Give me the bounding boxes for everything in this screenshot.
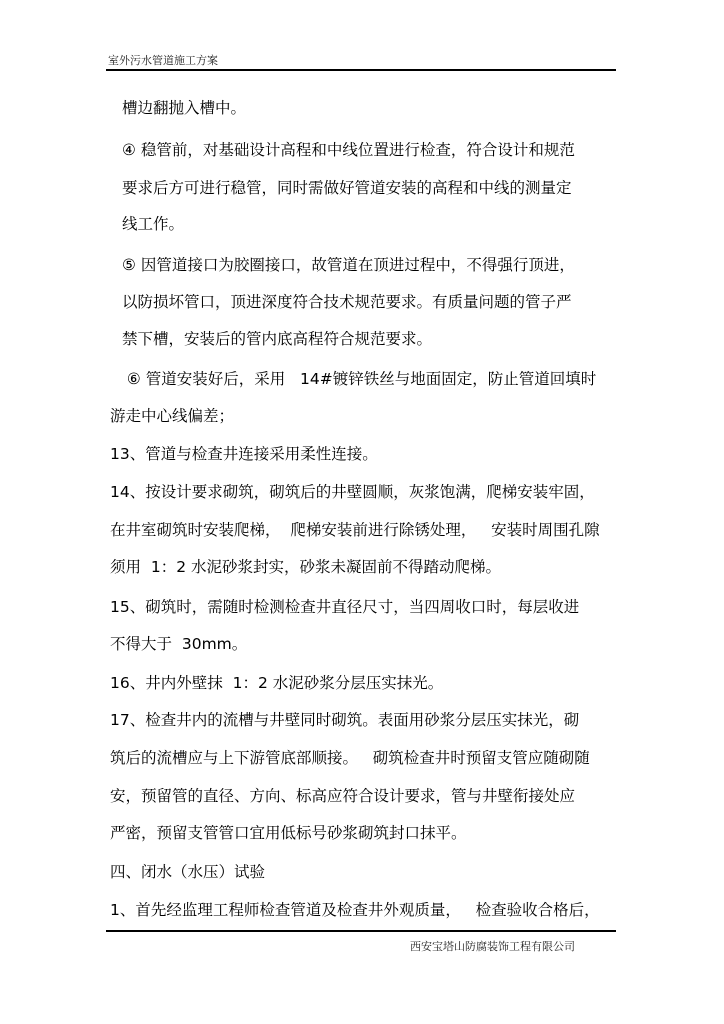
- body-line: 槽边翻抛入槽中。: [122, 99, 247, 117]
- body-line: 线工作。: [122, 215, 185, 233]
- body-line: 游走中心线偏差；: [110, 407, 235, 425]
- body-line: 17、检查井内的流槽与井壁同时砌筑。表面用砂浆分层压实抹光，砌: [110, 711, 580, 729]
- section-heading: 四、闭水（水压）试验: [110, 863, 266, 881]
- body-line: 以防损坏管口，顶进深度符合技术规范要求。有质量问题的管子严: [122, 293, 572, 311]
- body-line: 16、井内外壁抹 1：2 水泥砂浆分层压实抹光。: [110, 674, 444, 692]
- body-line: 不得大于 30mm。: [110, 635, 248, 653]
- body-line: ④ 稳管前，对基础设计高程和中线位置进行检查，符合设计和规范: [122, 141, 575, 159]
- body-line: 严密，预留支管管口宜用低标号砂浆砌筑封口抹平。: [110, 824, 467, 842]
- page-footer: 西安宝塔山防腐装饰工程有限公司: [410, 940, 575, 953]
- footer-rule: [106, 930, 616, 932]
- body-line: 禁下槽，安装后的管内底高程符合规范要求。: [122, 330, 433, 348]
- body-line: 14、按设计要求砌筑，砌筑后的井壁圆顺，灰浆饱满，爬梯安装牢固，: [110, 483, 595, 501]
- body-line: 须用 1：2 水泥砂浆封实，砂浆未凝固前不得踏动爬梯。: [110, 558, 502, 576]
- body-line: ⑥ 管道安装好后，采用 14#镀锌铁丝与地面固定，防止管道回填时: [122, 370, 597, 388]
- body-line: 13、管道与检查井连接采用柔性连接。: [110, 445, 378, 463]
- body-line: 安，预留管的直径、方向、标高应符合设计要求，管与井壁衔接处应: [110, 787, 576, 805]
- page-header: 室外污水管道施工方案: [108, 54, 218, 67]
- body-line: ⑤ 因管道接口为胶圈接口，故管道在顶进过程中，不得强行顶进，: [122, 256, 575, 274]
- body-line: 在井室砌筑时安装爬梯， 爬梯安装前进行除锈处理， 安装时周围孔隙: [110, 521, 600, 539]
- body-line: 要求后方可进行稳管，同时需做好管道安装的高程和中线的测量定: [122, 179, 572, 197]
- header-rule: [106, 69, 616, 71]
- body-line: 筑后的流槽应与上下游管底部顺接。 砌筑检查井时预留支管应随砌随: [110, 749, 590, 767]
- body-line: 1、首先经监理工程师检查管道及检查井外观质量， 检查验收合格后，: [110, 901, 600, 919]
- body-line: 15、砌筑时，需随时检测检查井直径尺寸，当四周收口时，每层收进: [110, 598, 580, 616]
